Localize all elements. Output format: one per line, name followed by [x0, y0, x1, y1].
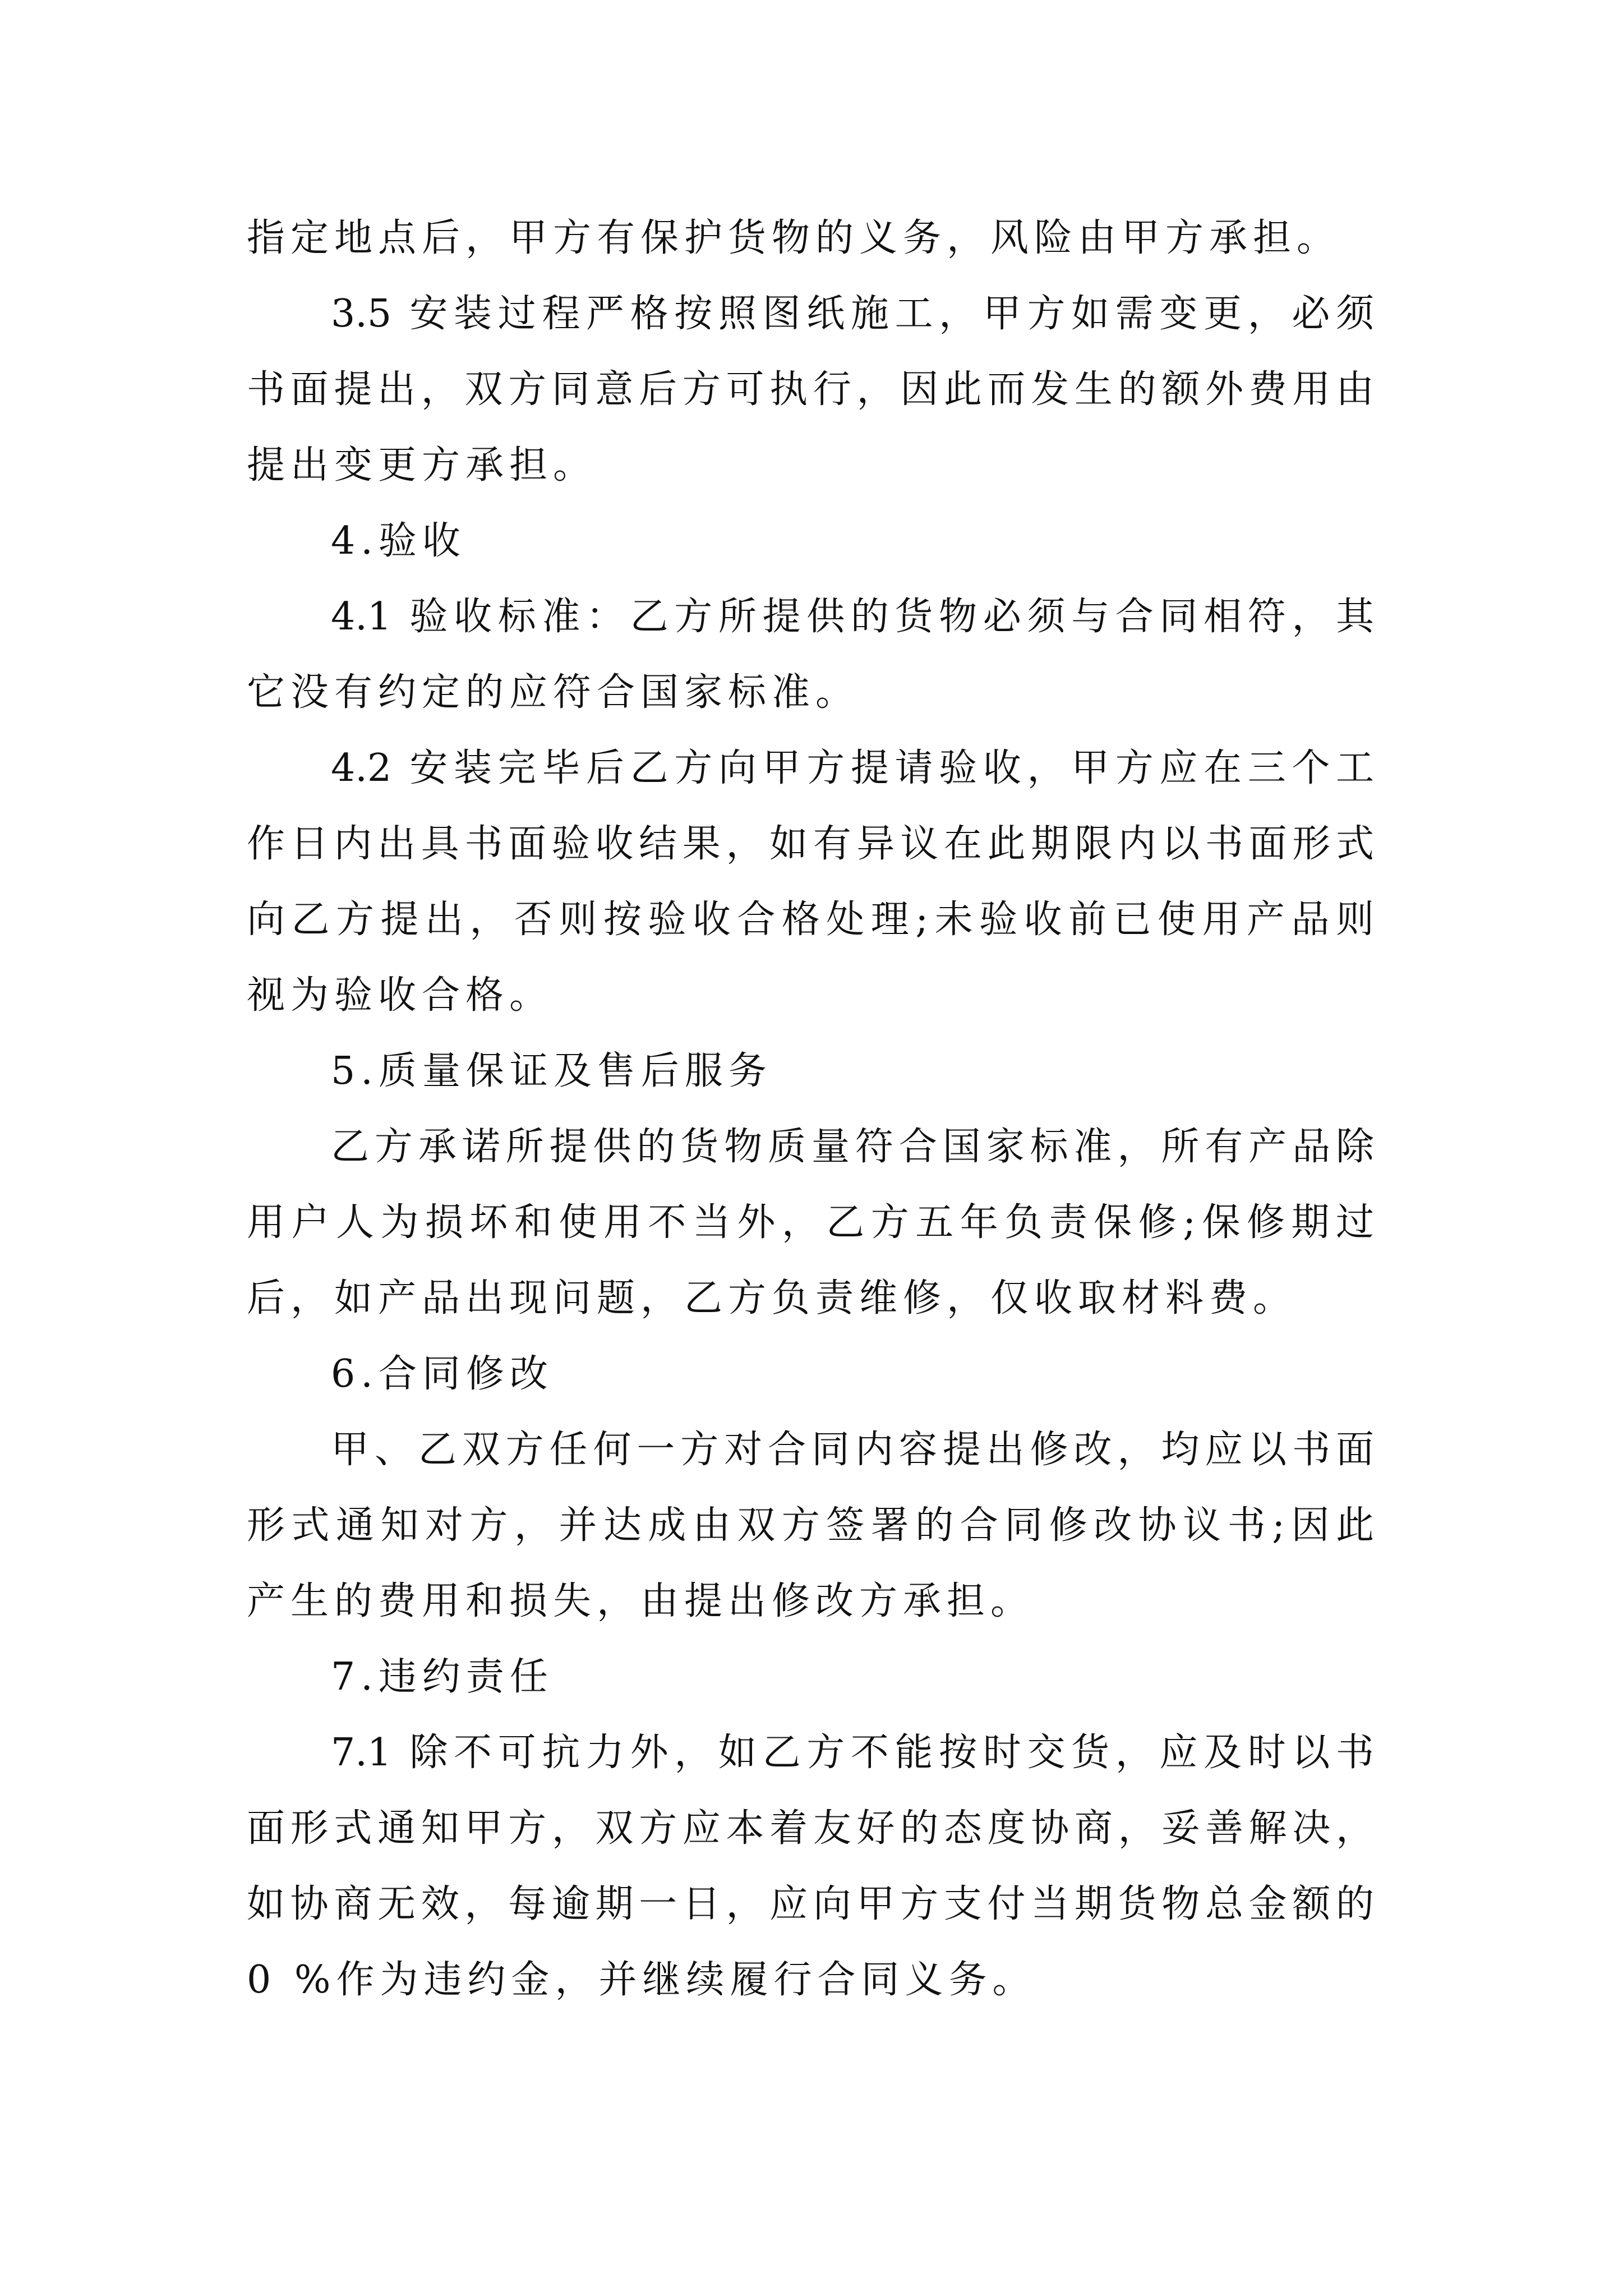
section-heading: 4.验收 [331, 519, 466, 563]
text-line: 3.5 安装过程严格按照图纸施工，甲方如需变更，必须 [331, 292, 1374, 336]
section-heading: 7.违约责任 [331, 1655, 554, 1699]
text-line: 它没有约定的应符合国家标准。 [247, 670, 860, 715]
text-line: 4.1 验收标准：乙方所提供的货物必须与合同相符，其 [331, 595, 1374, 639]
text-line: 0 %作为违约金，并继续履行合同义务。 [247, 1958, 1036, 2002]
text-line: 作日内出具书面验收结果，如有异议在此期限内以书面形式 [247, 822, 1374, 866]
text-line: 书面提出，双方同意后方可执行，因此而发生的额外费用由 [247, 367, 1374, 412]
text-line: 4.2 安装完毕后乙方向甲方提请验收，甲方应在三个工 [331, 746, 1374, 790]
text-line: 如协商无效，每逾期一日，应向甲方支付当期货物总金额的 [247, 1882, 1374, 1926]
text-line: 用户人为损坏和使用不当外，乙方五年负责保修;保修期过 [247, 1200, 1374, 1245]
text-line: 指定地点后，甲方有保护货物的义务，风险由甲方承担。 [247, 216, 1341, 260]
text-line: 乙方承诺所提供的货物质量符合国家标准，所有产品除 [331, 1125, 1374, 1169]
text-line: 后，如产品出现问题，乙方负责维修，仅收取材料费。 [247, 1276, 1297, 1320]
text-line: 提出变更方承担。 [247, 443, 597, 487]
text-line: 7.1 除不可抗力外，如乙方不能按时交货，应及时以书 [331, 1731, 1374, 1775]
text-line: 面形式通知甲方，双方应本着友好的态度协商，妥善解决， [247, 1806, 1374, 1851]
text-line: 形式通知对方，并达成由双方签署的合同修改协议书;因此 [247, 1503, 1374, 1548]
text-line: 向乙方提出，否则按验收合格处理;未验收前已使用产品则 [247, 898, 1374, 942]
section-heading: 5.质量保证及售后服务 [331, 1049, 772, 1093]
text-line: 视为验收合格。 [247, 973, 554, 1018]
text-line: 甲、乙双方任何一方对合同内容提出修改，均应以书面 [331, 1428, 1374, 1472]
text-line: 产生的费用和损失，由提出修改方承担。 [247, 1579, 1035, 1623]
section-heading: 6.合同修改 [331, 1352, 554, 1396]
